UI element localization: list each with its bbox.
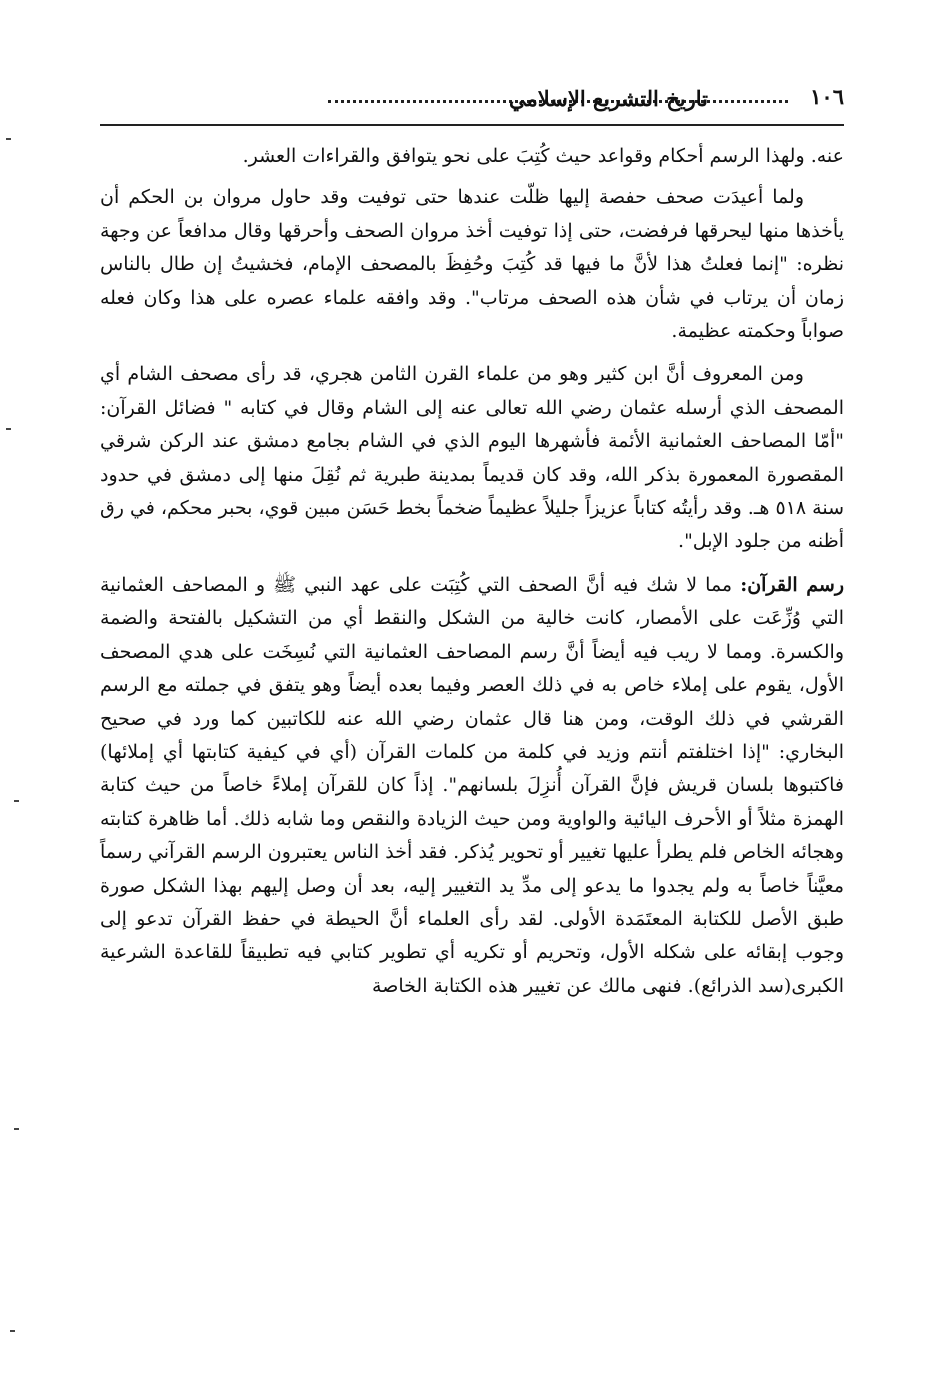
- paragraph-ibn-kathir: ومن المعروف أنَّ ابن كثير وهو من علماء القرن الثامن هجري، قد رأى مصحف الشام أي المصحف الذي أرسله عثمان رضي الله تعالى عنه إلى الشام وقال في كتابه " فضائل القرآن: "أمّا المصاحف العثمانية الأئمة فأشهرها اليوم الذي في الشام بجامع دمشق عند الركن شرقي المقصورة المعمورة بذكر الله، وقد كان قديماً بمدينة طبرية ثم نُقِلَ منها إلى دمشق في حدود سنة ٥١٨ هـ. وقد رأيتُه كتاباً عزيزاً جليلاً عظيماً ضخماً بخط حَسَن مبين قوي، بحبر محكم، في رق أظنه من جلود الإبل".: [100, 363, 844, 553]
- page-number: ١٠٦: [810, 84, 844, 109]
- scan-margin-mark: [14, 800, 19, 802]
- scan-margin-mark: [6, 428, 11, 430]
- paragraph-quran-script: [100, 569, 844, 1003]
- paragraph-hafsa-scrolls: ولما أعيدَت صحف حفصة إليها ظلّت عندها حتى توفيت وقد حاول مروان بن الحكم أن يأخذها منها ليحرقها فرفضت، حتى إذا توفيت أخذ مروان الصحف وأحرقها وقال مدافعاً عن وجهة نظره: "إنما فعلتُ هذا لأنَّ ما فيها قد كُتِبَ وحُفِظَ بالمصحف الإمام، فخشيتُ إن طال بالناس زمان أن يرتاب في شأن هذه الصحف مرتاب". وقد وافقه علماء عصره على هذا وكان فعله صواباً وحكمته عظيمة.: [100, 186, 844, 343]
- scan-margin-mark: [6, 138, 11, 140]
- scan-margin-mark: [14, 1128, 19, 1130]
- section-lead-heading: رسم القرآن:: [740, 573, 844, 596]
- running-header: [100, 84, 844, 126]
- paragraph-continuation: عنه. ولهذا الرسم أحكام وقواعد حيث كُتِبَ على نحو يتوافق والقراءات العشر.: [242, 145, 844, 167]
- running-title: تاريخ التشريع الإسلامي: [508, 86, 708, 111]
- paragraph-quran-script-text: مما لا شك فيه أنَّ الصحف التي كُتِبَت على عهد النبي ﷺ و المصاحف العثمانية التي وُزِّعَت على الأمصار، كانت خالية من الشكل والنقط أي من التشكيل بالفتحة والضمة والكسرة. ومما لا ريب فيه أيضاً أنَّ رسم المصاحف العثمانية التي نُسِخَت على هدي المصحف الأول، يقوم على إملاء خاص به في ذلك العصر وفيما بعده أيضاً وهو يتفق في جملته مع الرسم القرشي في ذلك الوقت، ومن هنا قال عثمان رضي الله عنه للكاتبين كما ورد في صحيح البخاري: "إذا اختلفتم أنتم وزيد في كلمة من كلمات القرآن (أي في كيفية كتابتها أي إملائها) فاكتبوها بلسان قريش فإنَّ القرآن أُنزِلَ بلسانهم". إذاً كان للقرآن إملاءً خاصاً من حيث كتابة الهمزة مثلاً أو الأحرف اليائية والواوية ومن حيث الزيادة والنقص وما شابه ذلك. أما ظاهرة كتابته وهجائه الخاص فلم يطرأ عليها تغيير أو تحوير يُذكر. فقد أخذ الناس يعتبرون الرسم القرآني رسماً معيَّناً خاصاً به ولم يجدوا ما يدعو إلى مدِّ يد التغيير إليه، بعد أن وصل إليهم بهذا الشكل صورة طبق الأصل للكتابة المعتَمَدة الأولى. لقد رأى العلماء أنَّ الحيطة في حفظ القرآن تدعو إلى وجوب إبقائه على شكله الأول، وتحريم أو تكريه أي تطوير كتابي فيه تطبيقاً للقاعدة الشرعية الكبرى(سد الذرائع). فنهى مالك عن تغيير هذه الكتابة الخاصة: [100, 573, 844, 997]
- scan-margin-mark: [10, 1330, 15, 1332]
- page-body: [100, 140, 844, 1013]
